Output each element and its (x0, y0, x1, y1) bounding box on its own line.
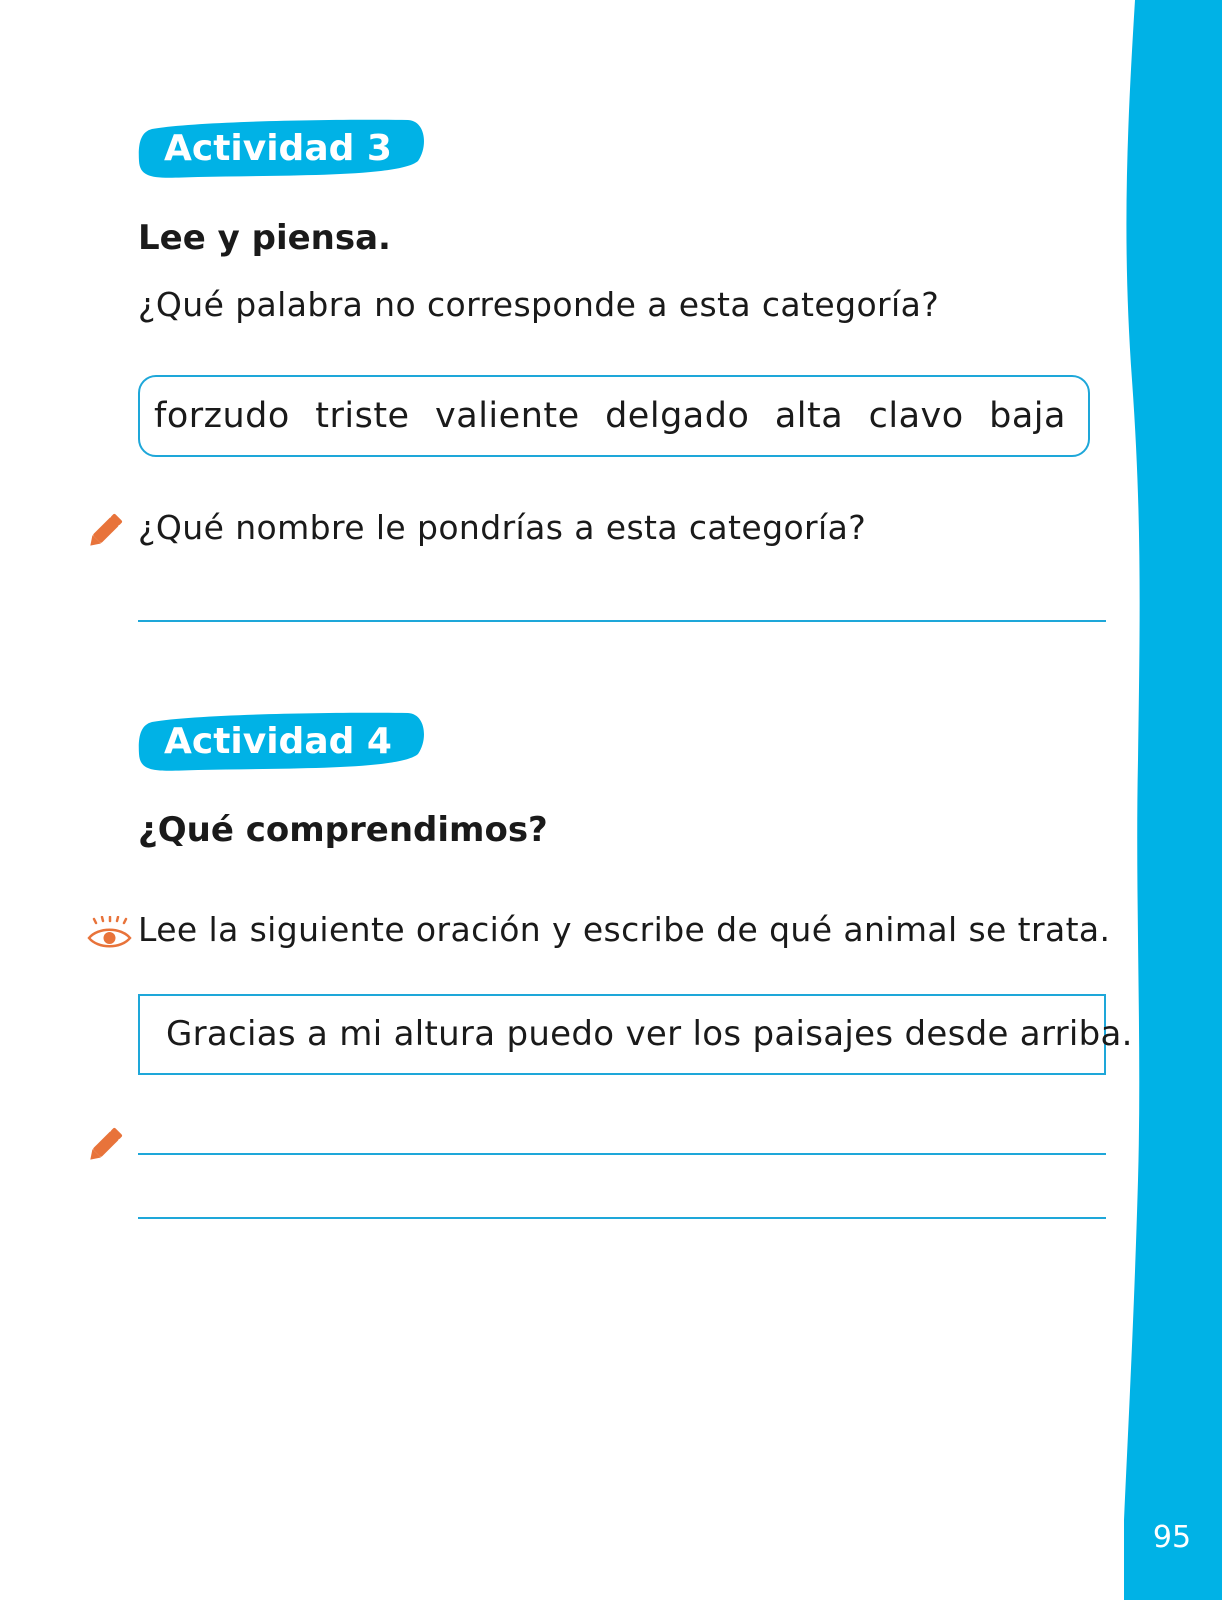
word-list-box (138, 375, 1090, 457)
answer-line[interactable] (138, 620, 1106, 622)
answer-line[interactable] (138, 1217, 1106, 1219)
activity-4-instruction: Lee la siguiente oración y escribe de qué animal se trata. (138, 910, 1111, 949)
page-number: 95 (1152, 1520, 1192, 1555)
activity-4-title: Actividad 4 (164, 721, 392, 762)
page-edge-band (1102, 0, 1222, 1600)
activity-3-badge (138, 117, 428, 183)
activity-3-prompt: ¿Qué nombre le pondrías a esta categoría? (138, 508, 867, 547)
pencil-icon (86, 1120, 130, 1164)
activity-3-title: Actividad 3 (164, 128, 392, 169)
word-item: clavo (868, 396, 964, 436)
sentence-text: Gracias a mi altura puedo ver los paisajes desde arriba. (166, 1014, 1133, 1054)
activity-4-heading: ¿Qué comprendimos? (138, 810, 548, 850)
activity-3-question: ¿Qué palabra no corresponde a esta categoría? (138, 285, 940, 324)
word-item: forzudo (154, 396, 290, 436)
word-item: delgado (605, 396, 750, 436)
word-item: alta (774, 396, 844, 436)
word-item: baja (989, 396, 1066, 436)
word-item: triste (315, 396, 410, 436)
activity-3-heading: Lee y piensa. (138, 218, 391, 258)
answer-line[interactable] (138, 1153, 1106, 1155)
activity-4-badge (138, 710, 428, 776)
sentence-box (138, 994, 1133, 1075)
pencil-icon (86, 506, 130, 550)
eye-icon (86, 916, 132, 952)
word-item: valiente (435, 396, 580, 436)
